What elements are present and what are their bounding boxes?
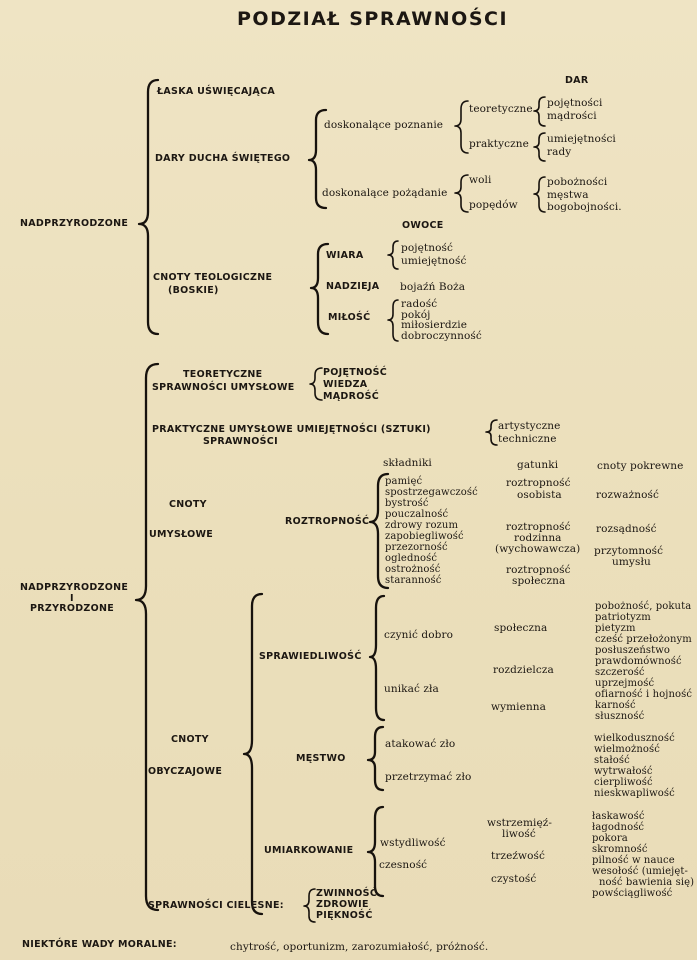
owoc-radosc: radość <box>401 298 438 310</box>
gatunek-wymienna: wymienna <box>491 701 547 713</box>
gatunek-spoleczna-2: społeczna <box>512 575 566 587</box>
skladnik: staranność <box>385 575 442 586</box>
dar-mestwa: męstwa <box>547 189 589 201</box>
node-umyslowe: UMYSŁOWE <box>149 529 214 540</box>
brace-sztuki <box>486 420 497 445</box>
dar-madrosci: mądrości <box>547 110 597 122</box>
pokrewna-sprawiedliwosc: pobożność, pokuta <box>595 601 692 612</box>
skladnik: spostrzegawczość <box>385 487 478 498</box>
node-pozadanie: doskonalące pożądanie <box>322 187 448 199</box>
pokrewna-sprawiedliwosc: uprzejmość <box>595 678 655 689</box>
gatunek-trzezwosc: trzeźwość <box>491 850 545 862</box>
leaf-czesnosc: czesność <box>379 859 428 871</box>
brace-teoretyczne <box>534 97 545 126</box>
skladnik: zapobiegliwość <box>385 531 464 542</box>
brace-teoretyczne-sprawnosci <box>310 368 322 400</box>
leaf-atakowac: atakować zło <box>385 738 456 750</box>
brace-wiara <box>388 241 398 269</box>
dar-rady: rady <box>547 146 572 158</box>
gatunek-wstrzemiezliwosc-1: wstrzemięź- <box>487 817 553 829</box>
skladnik: zdrowy rozum <box>385 520 459 531</box>
pokrewna-sprawiedliwosc: posłuszeństwo <box>595 645 671 656</box>
leaf-zwinnosc: ZWINNOŚĆ <box>316 888 378 899</box>
leaf-madrosc: MĄDROŚĆ <box>323 391 379 402</box>
owoc-dobroczynnosc: dobroczynność <box>401 330 482 342</box>
page-title: PODZIAŁ SPRAWNOŚCI <box>237 8 509 30</box>
owoc-umiejetnosc: umiejętność <box>401 255 467 267</box>
node-laska: ŁASKA UŚWIĘCAJĄCA <box>157 86 276 97</box>
pokrewna-sprawiedliwosc: szczerość <box>595 667 645 678</box>
node-boskie: (BOSKIE) <box>168 285 219 296</box>
gatunek-rozdzielcza: rozdzielcza <box>493 664 554 676</box>
owoc-milosierdzie: miłosierdzie <box>401 319 468 331</box>
pokrewna-mestwo: wielmożność <box>594 744 660 755</box>
node-poznanie: doskonalące poznanie <box>324 119 444 131</box>
gatunek-rodzinna-3: (wychowawcza) <box>495 543 581 555</box>
header-owoce: OWOCE <box>402 220 444 231</box>
node-nadprzyrodzone-i-przyrodzone-1: NADPRZYRODZONE <box>20 582 129 593</box>
node-cnoty-1: CNOTY <box>169 499 207 510</box>
pokrewna-mestwo: stałość <box>594 755 630 766</box>
dar-pojetnosci: pojętności <box>547 97 603 109</box>
brace-dary-pozadanie <box>534 177 545 212</box>
node-praktyczne-2: SPRAWNOŚCI <box>203 436 278 447</box>
gatunek-osobista-2: osobista <box>517 489 562 501</box>
skladnik: pouczalność <box>385 509 449 520</box>
node-roztropnosc: ROZTROPNOŚĆ <box>285 516 370 527</box>
pokrewna-rozsadnosc: rozsądność <box>596 523 657 535</box>
node-umiarkowanie: UMIARKOWANIE <box>264 845 354 856</box>
pokrewna-mestwo: cierpliwość <box>594 777 653 788</box>
skladnik: ostrożność <box>385 564 441 575</box>
owoc-bojazn: bojaźń Boża <box>400 281 466 293</box>
node-popedow: popędów <box>469 199 518 211</box>
gatunek-spoleczna-1: roztropność <box>506 564 571 576</box>
brace-cnoty-obyczajowe <box>244 594 262 914</box>
node-teoretyczne-2: SPRAWNOŚCI UMYSŁOWE <box>152 382 295 393</box>
gatunek-rodzinna-1: roztropność <box>506 521 571 533</box>
node-dary: DARY DUCHA ŚWIĘTEGO <box>155 153 291 164</box>
col-header-gatunki: gatunki <box>517 459 559 471</box>
pokrewna-mestwo: wytrwałość <box>594 766 653 777</box>
gatunek-spoleczna: społeczna <box>494 622 548 634</box>
pokrewna-umiarkowanie: pilność w nauce <box>592 855 675 866</box>
pokrewna-sprawiedliwosc: cześć przełożonym <box>595 634 692 645</box>
node-wiara: WIARA <box>326 250 364 261</box>
pokrewna-umiarkowanie: łagodność <box>592 822 645 833</box>
skladnik: przezorność <box>385 542 448 553</box>
header-dar: DAR <box>565 75 589 86</box>
brace-praktyczne <box>534 133 545 161</box>
leaf-techniczne: techniczne <box>498 433 557 445</box>
node-cnoty-2: CNOTY <box>171 734 209 745</box>
node-praktyczne-1: PRAKTYCZNE UMYSŁOWE UMIEJĘTNOŚCI (SZTUKI) <box>152 424 431 435</box>
pokrewna-mestwo: wielkoduszność <box>594 733 675 744</box>
skladnik: bystrość <box>385 498 429 509</box>
pokrewna-rozwaznosc: rozważność <box>596 489 660 501</box>
col-header-pokrewne: cnoty pokrewne <box>597 460 684 472</box>
pokrewna-sprawiedliwosc: ofiarność i hojność <box>595 689 693 700</box>
leaf-wiedza: WIEDZA <box>323 379 368 390</box>
pokrewna-umiarkowanie: wesołość (umiejęt- <box>592 866 688 877</box>
node-nadzieja: NADZIEJA <box>326 281 380 292</box>
brace-milosc <box>388 300 398 341</box>
node-nadprzyrodzone: NADPRZYRODZONE <box>20 218 129 229</box>
brace-nadprzyrodzone-przyrodzone <box>136 364 158 910</box>
owoc-pokoj: pokój <box>401 309 431 321</box>
brace-sprawiedliwosc <box>370 596 384 720</box>
brace-pozadanie <box>455 175 468 212</box>
pokrewna-sprawiedliwosc: prawdomówność <box>595 656 682 667</box>
node-milosc: MIŁOŚĆ <box>328 312 371 323</box>
leaf-czynic-dobro: czynić dobro <box>384 629 453 641</box>
node-mestwo: MĘSTWO <box>296 753 346 764</box>
node-praktyczne: praktyczne <box>469 138 529 150</box>
leaf-pieknosc: PIĘKNOŚĆ <box>316 910 373 921</box>
pokrewna-sprawiedliwosc: patriotyzm <box>595 612 651 623</box>
leaf-wstydliwosc: wstydliwość <box>380 837 446 849</box>
footer-label: NIEKTÓRE WADY MORALNE: <box>22 939 177 950</box>
gatunek-wstrzemiezliwosc-2: liwość <box>502 828 536 840</box>
pokrewna-sprawiedliwosc: karność <box>595 700 636 711</box>
pokrewna-sprawiedliwosc: słuszność <box>595 711 645 722</box>
skladnik: pamięć <box>385 476 423 487</box>
pokrewna-przytomnosc-1: przytomność <box>594 545 664 557</box>
node-sprawiedliwosc: SPRAWIEDLIWOŚĆ <box>259 651 362 662</box>
gatunek-osobista-1: roztropność <box>506 477 571 489</box>
node-nadprzyrodzone-i-przyrodzone-3: PRZYRODZONE <box>30 603 115 614</box>
node-sprawnosci-cielesne: SPRAWNOŚCI CIELESNE: <box>148 900 284 911</box>
pokrewna-umiarkowanie: pokora <box>592 833 628 844</box>
pokrewna-umiarkowanie: powściągliwość <box>592 888 673 899</box>
dar-poboznosci: pobożności <box>547 176 608 188</box>
pokrewna-umiarkowanie: skromność <box>592 844 648 855</box>
brace-nadprzyrodzone <box>139 80 158 334</box>
gatunek-rodzinna-2: rodzinna <box>514 532 562 544</box>
leaf-artystyczne: artystyczne <box>498 420 561 432</box>
brace-poznanie <box>455 101 468 153</box>
node-obyczajowe: OBYCZAJOWE <box>148 766 223 777</box>
brace-cielesne <box>304 889 315 922</box>
leaf-przetrzymac: przetrzymać zło <box>385 771 472 783</box>
pokrewna-umiarkowanie: łaskawość <box>592 811 645 822</box>
brace-umiarkowanie <box>368 807 383 896</box>
node-cnoty-teologiczne: CNOTY TEOLOGICZNE <box>153 272 273 283</box>
gatunek-czystosc: czystość <box>491 873 537 885</box>
node-nadprzyrodzone-i-przyrodzone-2: I <box>70 593 74 604</box>
brace-mestwo <box>368 727 383 790</box>
dar-umiejetnosci: umiejętności <box>547 133 616 145</box>
leaf-zdrowie: ZDROWIE <box>316 899 369 910</box>
leaf-pojetnosc: POJĘTNOŚĆ <box>323 367 388 378</box>
pokrewna-umiarkowanie: ność bawienia się) <box>599 877 695 888</box>
col-header-skladniki: składniki <box>383 457 432 469</box>
owoc-pojetnosc: pojętność <box>401 242 453 254</box>
node-woli: woli <box>469 174 492 186</box>
skladnik: ogledność <box>385 553 438 564</box>
leaf-unikac-zla: unikać zła <box>384 683 439 695</box>
footer-text: chytrość, oportunizm, zarozumiałość, próżność. <box>230 941 489 953</box>
pokrewna-mestwo: nieskwapliwość <box>594 788 675 799</box>
pokrewna-przytomnosc-2: umysłu <box>612 556 651 568</box>
pokrewna-sprawiedliwosc: pietyzm <box>595 623 636 634</box>
node-teoretyczne-1: TEORETYCZNE <box>183 369 263 380</box>
node-teoretyczne: teoretyczne <box>469 103 533 115</box>
dar-bogobojnosci: bogobojności. <box>547 201 622 213</box>
